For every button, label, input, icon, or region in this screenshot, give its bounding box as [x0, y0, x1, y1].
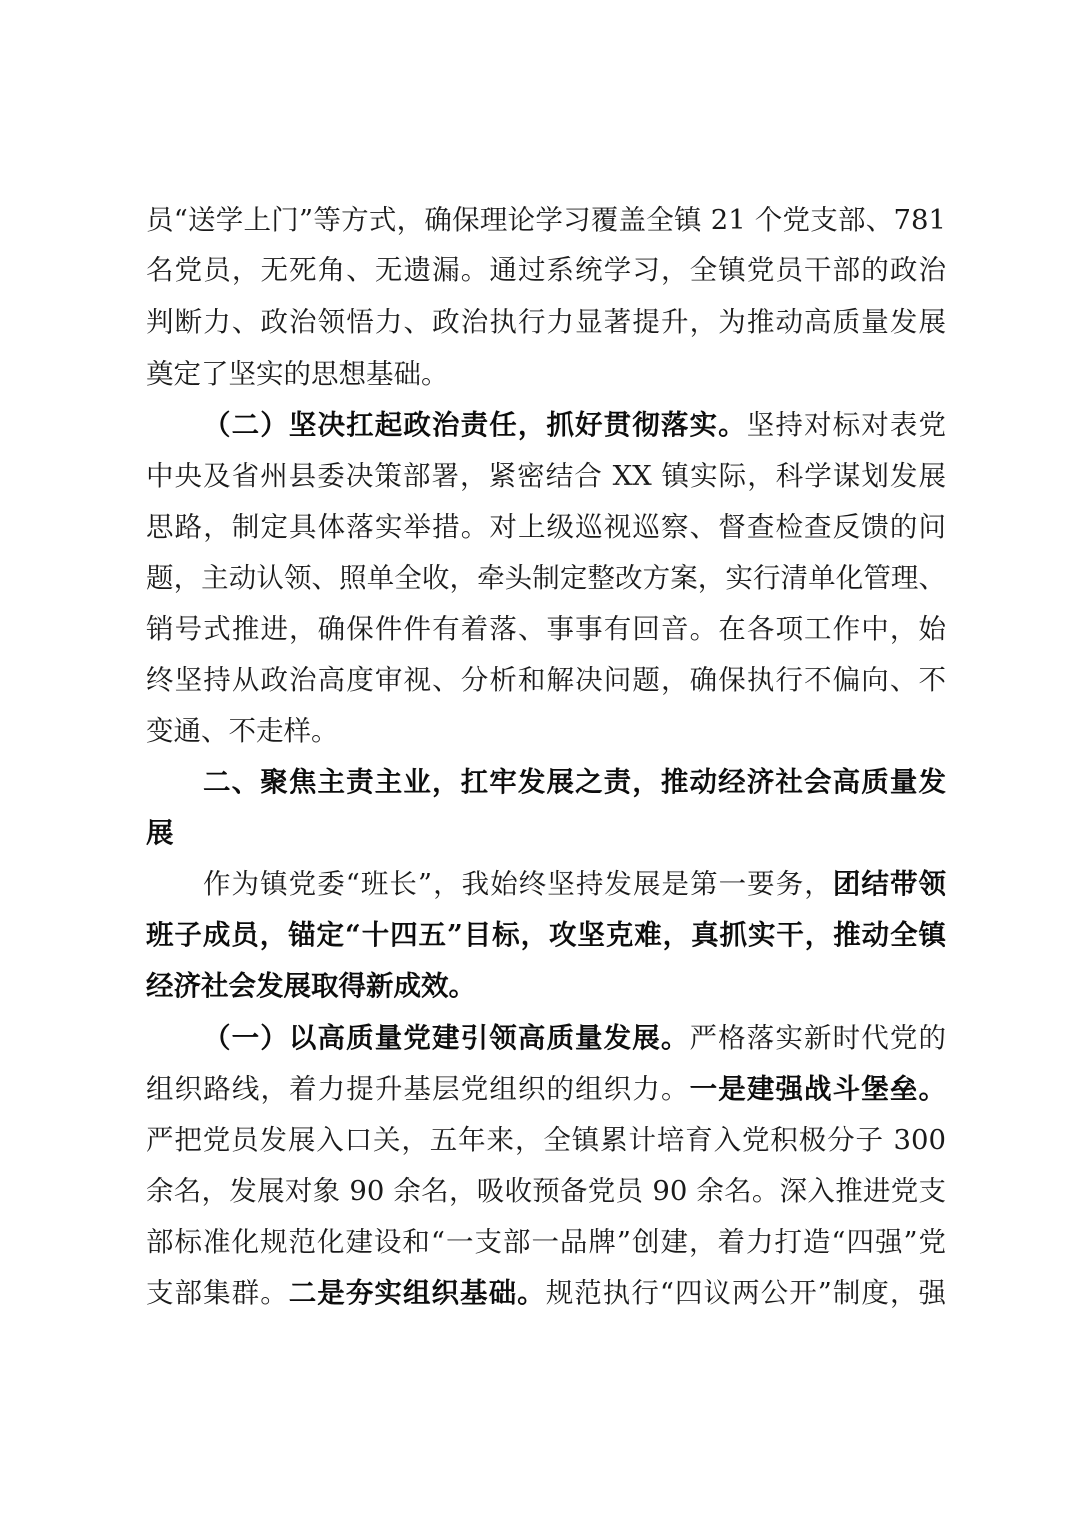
paragraph-2-line-2: 中央及省州县委决策部署，紧密结合 XX 镇实际，科学谋划发展 — [146, 460, 946, 492]
paragraph-4-line-6 — [146, 1273, 946, 1313]
paragraph-2-line-6: 终坚持从政治高度审视、分析和解决问题，确保执行不偏向、不 — [146, 664, 946, 696]
paragraph-4-line-1 — [203, 1018, 946, 1058]
paragraph-2-line-1-text: 坚持对标对表党 — [746, 409, 947, 441]
paragraph-1-line-2: 名党员，无死角、无遗漏。通过系统学习，全镇党员干部的政治 — [146, 254, 946, 286]
paragraph-4-line-2-b: 一是建强战斗堡垒。 — [689, 1073, 946, 1105]
paragraph-3-line-1-a: 作为镇党委“班长”，我始终坚持发展是第一要务， — [203, 868, 833, 900]
paragraph-4-heading: （一）以高质量党建引领高质量发展。 — [203, 1022, 690, 1054]
paragraph-4-line-3: 严把党员发展入口关，五年来，全镇累计培育入党积极分子 300 — [146, 1124, 946, 1156]
paragraph-1-line-3: 判断力、政治领悟力、政治执行力显著提升，为推动高质量发展 — [146, 306, 946, 338]
paragraph-2-line-1 — [203, 405, 946, 445]
paragraph-2-line-3: 思路，制定具体落实举措。对上级巡视巡察、督查检查反馈的问 — [146, 511, 946, 543]
paragraph-4-line-1-text: 严格落实新时代党的 — [689, 1022, 947, 1054]
section-2-title-line-2: 展 — [146, 817, 174, 849]
paragraph-4-line-6-b: 二是夯实组织基础。 — [288, 1277, 546, 1309]
paragraph-4-line-2 — [146, 1069, 946, 1109]
paragraph-1-line-4: 奠定了坚实的思想基础。 — [146, 358, 449, 390]
paragraph-1-line-1: 员“送学上门”等方式，确保理论学习覆盖全镇 21 个党支部、781 — [146, 204, 946, 236]
paragraph-2-line-7: 变通、不走样。 — [146, 715, 339, 747]
paragraph-4-line-2-a: 组织路线，着力提升基层党组织的组织力。 — [146, 1073, 690, 1105]
paragraph-3-line-3: 经济社会发展取得新成效。 — [146, 970, 476, 1002]
paragraph-4-line-4: 余名，发展对象 90 余名，吸收预备党员 90 余名。深入推进党支 — [146, 1175, 946, 1207]
paragraph-3-line-2: 班子成员，锚定“十四五”目标，攻坚克难，真抓实干，推动全镇 — [146, 919, 946, 951]
paragraph-2-heading: （二）坚决扛起政治责任，抓好贯彻落实。 — [203, 409, 747, 441]
paragraph-3-line-1 — [203, 864, 946, 904]
paragraph-4-line-6-a: 支部集群。 — [146, 1277, 289, 1309]
paragraph-4-line-5: 部标准化规范化建设和“一支部一品牌”创建，着力打造“四强”党 — [146, 1226, 946, 1258]
paragraph-2-line-5: 销号式推进，确保件件有着落、事事有回音。在各项工作中，始 — [146, 613, 946, 645]
paragraph-4-line-6-c: 规范执行“四议两公开”制度，强 — [545, 1277, 947, 1309]
paragraph-3-line-1-b: 团结带领 — [832, 868, 947, 900]
paragraph-2-line-4: 题，主动认领、照单全收，牵头制定整改方案，实行清单化管理、 — [146, 562, 946, 594]
section-2-title-line-1: 二、聚焦主责主业，扛牢发展之责，推动经济社会高质量发 — [203, 766, 946, 798]
